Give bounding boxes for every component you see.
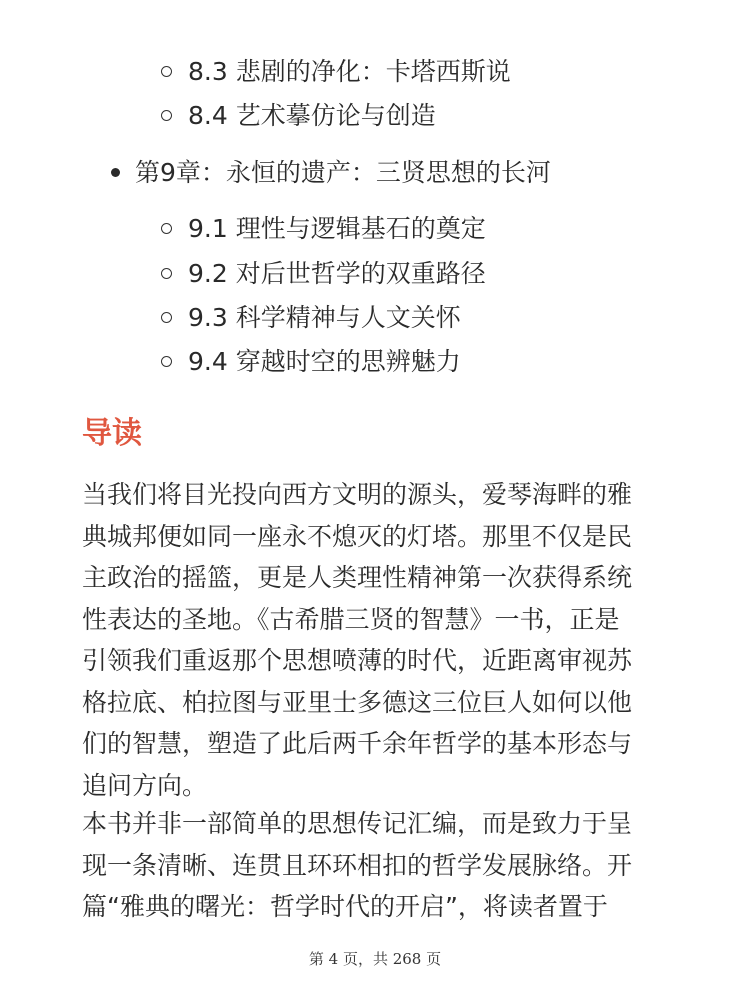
hollow-circle-bullet-icon (161, 110, 172, 121)
toc-item-text: 9.3 科学精神与人文关怀 (188, 303, 461, 332)
section-heading-intro: 导读 (82, 416, 142, 451)
paragraph-line: 篇“雅典的曙光：哲学时代的开启”，将读者置于 (82, 892, 608, 921)
paragraph-line: 引领我们重返那个思想喷薄的时代，近距离审视苏 (82, 646, 633, 675)
hollow-circle-bullet-icon (161, 312, 172, 323)
hollow-circle-bullet-icon (161, 356, 172, 367)
paragraph-line: 典城邦便如同一座永不熄灭的灯塔。那里不仅是民 (82, 521, 633, 551)
paragraph-line: 格拉底、柏拉图与亚里士多德这三位巨人如何以他 (82, 687, 633, 717)
paragraph-line: 现一条清晰、连贯且环环相扣的哲学发展脉络。开 (82, 850, 633, 880)
toc-item-text: 9.1 理性与逻辑基石的奠定 (188, 214, 486, 243)
toc-item-text: 8.4 艺术摹仿论与创造 (188, 101, 436, 130)
page-number-footer: 第 4 页，共 268 页 (308, 950, 442, 968)
toc-chapter-9 (135, 156, 551, 190)
toc-item-text: 9.2 对后世哲学的双重路径 (188, 259, 486, 288)
paragraph-line: 们的智慧，塑造了此后两千余年哲学的基本形态与 (82, 729, 633, 758)
toc-item-9-1 (188, 212, 486, 246)
paragraph-line: 本书并非一部简单的思想传记汇编，而是致力于呈 (82, 809, 633, 838)
paragraph-line: 主政治的摇篮，更是人类理性精神第一次获得系统 (82, 563, 633, 592)
toc-chapter-text: 第9章：永恒的遗产：三贤思想的长河 (135, 158, 551, 187)
intro-paragraph-2 (82, 803, 682, 928)
hollow-circle-bullet-icon (161, 66, 172, 77)
filled-disc-bullet-icon (111, 168, 120, 177)
hollow-circle-bullet-icon (161, 268, 172, 279)
paragraph-line: 追问方向。 (82, 770, 208, 800)
toc-item-text: 8.3 悲剧的净化：卡塔西斯说 (188, 57, 511, 86)
toc-item-9-2 (188, 257, 486, 291)
toc-item-8-4 (188, 99, 436, 133)
toc-item-9-3 (188, 301, 461, 335)
toc-item-text: 9.4 穿越时空的思辨魅力 (188, 347, 461, 376)
hollow-circle-bullet-icon (161, 223, 172, 234)
toc-item-8-3 (188, 55, 511, 89)
intro-paragraph-1 (82, 474, 682, 806)
toc-item-9-4 (188, 345, 461, 379)
paragraph-line: 当我们将目光投向西方文明的源头，爱琴海畔的雅 (82, 480, 633, 509)
paragraph-line: 性表达的圣地。《古希腊三贤的智慧》一书，正是 (82, 604, 620, 634)
